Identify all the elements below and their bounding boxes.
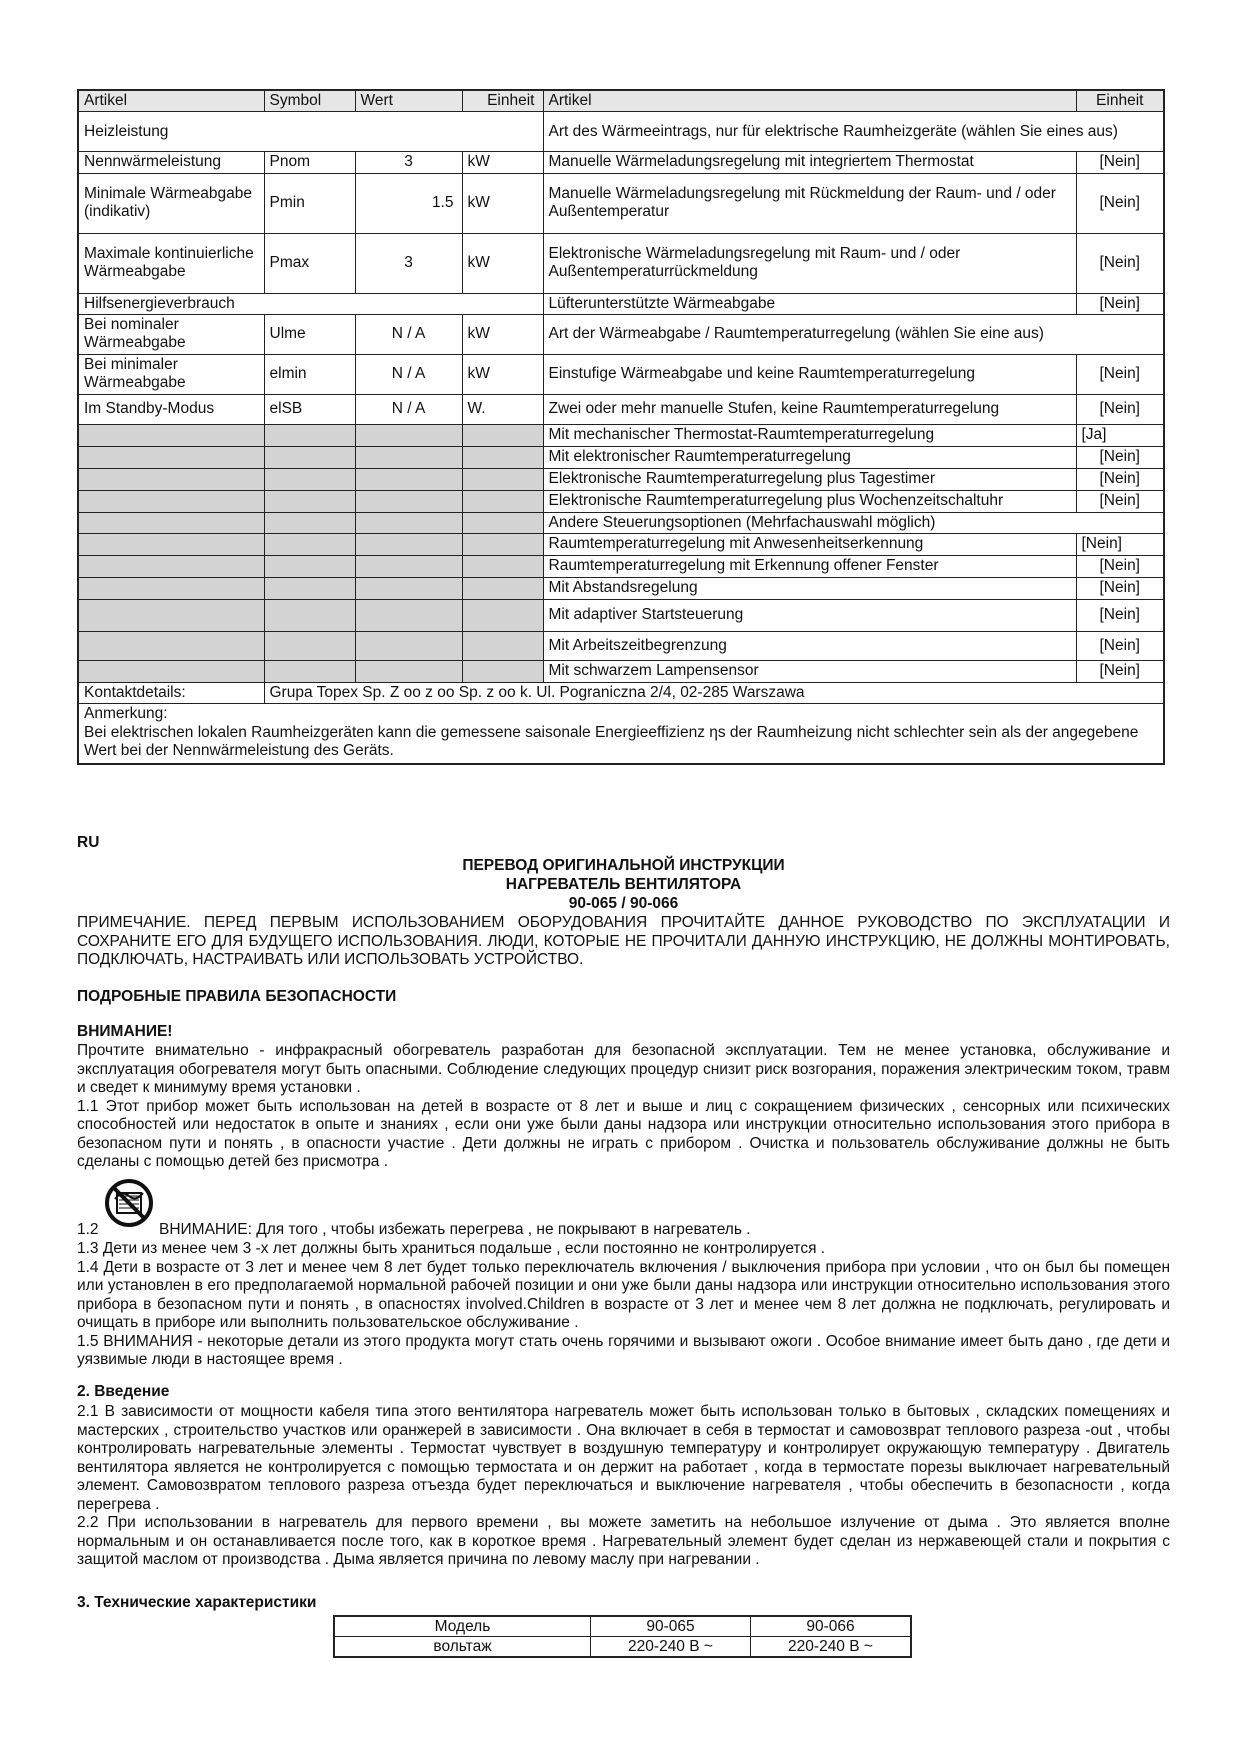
anmerkung-label: Anmerkung: [84, 705, 168, 723]
intro-section [77, 1403, 1170, 1570]
intro-heading: 2. Введение [77, 1383, 170, 1400]
table-row [78, 632, 1164, 661]
cell-artikel-2: Manuelle Wärmeladungsregelung mit integriertem Thermostat [543, 152, 1076, 173]
cell-wert: N / A [355, 354, 462, 394]
safety-rules [77, 1240, 1170, 1370]
cell-option-label: Mit Abstandsregelung [543, 578, 1076, 600]
cell-option-label: Mit adaptiver Startsteuerung [543, 600, 1076, 632]
cell-symbol: elSB [264, 394, 355, 424]
spec-table [333, 1615, 912, 1658]
cell-option-label: Mit elektronischer Raumtemperaturregelung [543, 446, 1076, 468]
table-header-row [78, 90, 1164, 112]
table-row [78, 173, 1164, 233]
cell-artikel-2: Elektronische Wärmeladungsregelung mit Raum- und / oder Außentemperaturrückmeldung [543, 233, 1076, 293]
cell-option-label: Elektronische Raumtemperaturregelung plus Wochenzeitschaltuhr [543, 490, 1076, 512]
table-row [78, 556, 1164, 578]
cell-option-value: [Nein] [1076, 490, 1164, 512]
table-row [78, 661, 1164, 683]
table-row [78, 468, 1164, 490]
paragraph-1-5: 1.5 ВНИМАНИЯ - некоторые детали из этого продукта могут стать очень горячими и вызывают ожоги . Особое внимание имеет быть дано , где дети и уязвимые люди в настоящее время . [77, 1332, 1170, 1368]
cell-einheit: kW [462, 152, 543, 173]
cell-wert: 3 [355, 152, 462, 173]
table-row [78, 578, 1164, 600]
cell-option-value: [Nein] [1076, 632, 1164, 661]
paragraph-2-2: 2.2 При использовании в нагреватель для первого времени , вы можете заметить на небольшое излучение от дыма . Это является вполне нормальным и он останавливается после того, как в короткое время . Нагревательный элемент будет сделан из нержавеющей стали и покрытия с защитой маслом от производства . Дыма является причина по левому маслу при нагревании . [77, 1514, 1170, 1568]
table-row [78, 534, 1164, 556]
cell-symbol: Ulme [264, 314, 355, 354]
spec-header-model: Модель [334, 1616, 591, 1637]
cell-option-label: Mit mechanischer Thermostat-Raumtemperaturregelung [543, 424, 1076, 446]
waermeeintrag-label: Art des Wärmeeintrags, nur für elektrische Raumheizgeräte (wählen Sie eines aus) [543, 112, 1164, 152]
cell-einheit-2: [Nein] [1076, 394, 1164, 424]
warning-text: Прочтите внимательно - инфракрасный обогреватель разработан для безопасной эксплуатации. Тем не менее установка, обслуживание и эксплуатация обогревателя могут быть опасными. Соблюдение следующих процедур снизит риск возгорания, поражения электрическим током, травм и сведет к минимуму время установки . [77, 1042, 1170, 1096]
warning-section [77, 1042, 1170, 1172]
header-symbol: Symbol [264, 90, 355, 112]
art-waermeabgabe-label: Art der Wärmeabgabe / Raumtemperaturregelung (wählen Sie eine aus) [543, 314, 1164, 354]
table-row [78, 446, 1164, 468]
cell-einheit-2: [Nein] [1076, 173, 1164, 233]
paragraph-1-2 [77, 1205, 1170, 1239]
cell-option-value: [Nein] [1076, 446, 1164, 468]
cell-wert: N / A [355, 394, 462, 424]
warning-heading: ВНИМАНИЕ! [77, 1023, 173, 1040]
language-code: RU [77, 834, 100, 851]
table-row [78, 512, 1164, 533]
table-row [78, 152, 1164, 173]
header-wert: Wert [355, 90, 462, 112]
cell-option-label: Raumtemperaturregelung mit Erkennung offener Fenster [543, 556, 1076, 578]
cell-option-value: [Nein] [1076, 578, 1164, 600]
spec-header-90-065: 90-065 [591, 1616, 751, 1637]
cell-option-value: [Nein] [1076, 468, 1164, 490]
cell-einheit: W. [462, 394, 543, 424]
luefter-value: [Nein] [1076, 293, 1164, 314]
cell-artikel: Bei nominaler Wärmeabgabe [78, 314, 264, 354]
paragraph-1-2-number: 1.2 [77, 1221, 99, 1238]
header-artikel: Artikel [78, 90, 264, 112]
title-line-2: НАГРЕВАТЕЛЬ ВЕНТИЛЯТОРА [505, 876, 742, 893]
cell-symbol: elmin [264, 354, 355, 394]
header-einheit-2: Einheit [1076, 90, 1164, 112]
table-row [78, 233, 1164, 293]
table-row [78, 424, 1164, 446]
cell-option-label: Raumtemperaturregelung mit Anwesenheitserkennung [543, 534, 1076, 556]
paragraph-2-1: 2.1 В зависимости от мощности кабеля типа этого вентилятора нагреватель может быть использован только в бытовых , складских помещениях и мастерских , строительство участков или оранжерей в зависимости . Она включает в себя в термостат и самовозврат теплового разреза -out , чтобы контролировать нагревательные элементы . Термостат чувствует в воздушную температуру и контролирует окружающую температуру . Двигатель вентилятора является не контролируется с помощью термостата и он держит на работает , когда в термостате порезы выключает нагревательный элемент. Самовозвратом теплового разреза отъезда будет переключаться и выключение нагревателя , чтобы обеспечить в безопасности , когда перегрева . [77, 1403, 1170, 1513]
cell-option-label: Elektronische Raumtemperaturregelung plus Tagestimer [543, 468, 1076, 490]
heizleistung-label: Heizleistung [78, 112, 543, 152]
header-artikel-2: Artikel [543, 90, 1076, 112]
erp-data-table [77, 89, 1165, 765]
cell-einheit-2: [Nein] [1076, 233, 1164, 293]
spec-header-90-066: 90-066 [751, 1616, 912, 1637]
cell-artikel: Bei minimaler Wärmeabgabe [78, 354, 264, 394]
spec-row-voltage [334, 1637, 911, 1658]
table-row [78, 354, 1164, 394]
cell-wert: 1.5 [355, 173, 462, 233]
spec-voltage-label: вольтаж [334, 1637, 591, 1658]
safety-heading: ПОДРОБНЫЕ ПРАВИЛА БЕЗОПАСНОСТИ [77, 988, 397, 1005]
cell-artikel: Im Standby-Modus [78, 394, 264, 424]
anmerkung-text: Bei elektrischen lokalen Raumheizgeräten kann die gemessene saisonale Energieeffizienz ηs der Raumheizung nicht schlechter sein als der angegebene Wert bei der Nennwärmeleistung des Geräts. [84, 723, 1139, 759]
cell-option-value: [Nein] [1076, 556, 1164, 578]
cell-artikel-2: Zwei oder mehr manuelle Stufen, keine Raumtemperaturregelung [543, 394, 1076, 424]
paragraph-1-4: 1.4 Дети в возрасте от 3 лет и менее чем 8 лет будет только переключатель включения / выключения прибора при условии , что он был бы помещен или установлен в его предполагаемой нормальной рабочей позиции и они уже были даны надзора или инструкции относительно использования этого прибора в безопасном пути и понять , в опасностях involved.Children в возрасте от 3 лет и менее чем 8 лет должна не подключать, регулировать и очищать в приборе или выполнить пользовательское обслуживание . [77, 1258, 1170, 1331]
anmerkung-cell [78, 704, 1164, 764]
kontakt-value: Grupa Topex Sp. Z oo z oo Sp. z oo k. Ul. Pograniczna 2/4, 02-285 Warszawa [264, 683, 1164, 704]
cell-option-value: [Ja] [1076, 424, 1164, 446]
cell-option-label: Mit schwarzem Lampensensor [543, 661, 1076, 683]
table-row [78, 490, 1164, 512]
table-row [78, 600, 1164, 632]
cell-einheit-2: [Nein] [1076, 152, 1164, 173]
tech-specs-heading: 3. Технические характеристики [77, 1594, 317, 1611]
cell-einheit-2: [Nein] [1076, 354, 1164, 394]
spec-voltage-90-065: 220-240 В ~ [591, 1637, 751, 1658]
cell-artikel: Maximale kontinuierliche Wärmeabgabe [78, 233, 264, 293]
spec-voltage-90-066: 220-240 В ~ [751, 1637, 912, 1658]
cell-option-label: Mit Arbeitszeitbegrenzung [543, 632, 1076, 661]
notice-paragraph [77, 914, 1170, 970]
table-row [78, 293, 1164, 314]
document-title [77, 856, 1170, 913]
cell-einheit: kW [462, 354, 543, 394]
paragraph-1-2-text: ВНИМАНИЕ: Для того , чтобы избежать перегрева , не покрывают в нагреватель . [159, 1221, 751, 1238]
do-not-cover-icon [104, 1178, 154, 1228]
paragraph-1-3: 1.3 Дети из менее чем 3 -х лет должны быть храниться подальше , если постоянно не контролируется . [77, 1240, 826, 1257]
header-einheit: Einheit [462, 90, 543, 112]
cell-einheit: kW [462, 233, 543, 293]
title-line-1: ПЕРЕВОД ОРИГИНАЛЬНОЙ ИНСТРУКЦИИ [462, 857, 785, 874]
table-row [78, 683, 1164, 704]
model-number: 90-065 / 90-066 [568, 895, 679, 912]
spec-header-row [334, 1616, 911, 1637]
cell-artikel-2: Manuelle Wärmeladungsregelung mit Rückmeldung der Raum- und / oder Außentemperatur [543, 173, 1076, 233]
table-row [78, 314, 1164, 354]
table-row [78, 112, 1164, 152]
notice-text: ПРИМЕЧАНИЕ. ПЕРЕД ПЕРВЫМ ИСПОЛЬЗОВАНИЕМ ОБОРУДОВАНИЯ ПРОЧИТАЙТЕ ДАННОЕ РУКОВОДСТВО ПО ЭКСПЛУАТАЦИИ И СОХРАНИТЕ ЕГО ДЛЯ БУДУЩЕГО ИСПОЛЬЗОВАНИЯ. ЛЮДИ, КОТОРЫЕ НЕ ПРОЧИТАЛИ ДАННУЮ ИНСТРУКЦИЮ, НЕ ДОЛЖНЫ МОНТИРОВАТЬ, ПОДКЛЮЧАТЬ, НАСТРАИВАТЬ ИЛИ ИСПОЛЬЗОВАТЬ УСТРОЙСТВО. [77, 914, 1170, 968]
table-row [78, 704, 1164, 764]
cell-option-value: [Nein] [1076, 661, 1164, 683]
cell-einheit: kW [462, 314, 543, 354]
kontakt-label: Kontaktdetails: [78, 683, 264, 704]
cell-einheit: kW [462, 173, 543, 233]
andere-label: Andere Steuerungsoptionen (Mehrfachauswahl möglich) [543, 512, 1164, 533]
cell-wert: N / A [355, 314, 462, 354]
paragraph-1-1: 1.1 Этот прибор может быть использован на детей в возрасте от 8 лет и выше и лиц с сокращением физических , сенсорных или психических способностей или недостаток в опыте и знаниях , если они уже были даны надзора или инструкции относительно использования этого прибора в безопасном пути и понять , в опасности участие . Дети должны не играть с прибором . Очистка и пользователь обслуживание должны не быть сделаны с помощью детей без присмотра . [77, 1097, 1170, 1170]
table-row [78, 394, 1164, 424]
cell-symbol: Pmax [264, 233, 355, 293]
cell-artikel: Minimale Wärmeabgabe (indikativ) [78, 173, 264, 233]
cell-wert: 3 [355, 233, 462, 293]
cell-symbol: Pmin [264, 173, 355, 233]
hilfsenergie-label: Hilfsenergieverbrauch [78, 293, 543, 314]
cell-option-value: [Nein] [1076, 534, 1164, 556]
cell-symbol: Pnom [264, 152, 355, 173]
luefter-label: Lüfterunterstützte Wärmeabgabe [543, 293, 1076, 314]
cell-option-value: [Nein] [1076, 600, 1164, 632]
cell-artikel-2: Einstufige Wärmeabgabe und keine Raumtemperaturregelung [543, 354, 1076, 394]
cell-artikel: Nennwärmeleistung [78, 152, 264, 173]
